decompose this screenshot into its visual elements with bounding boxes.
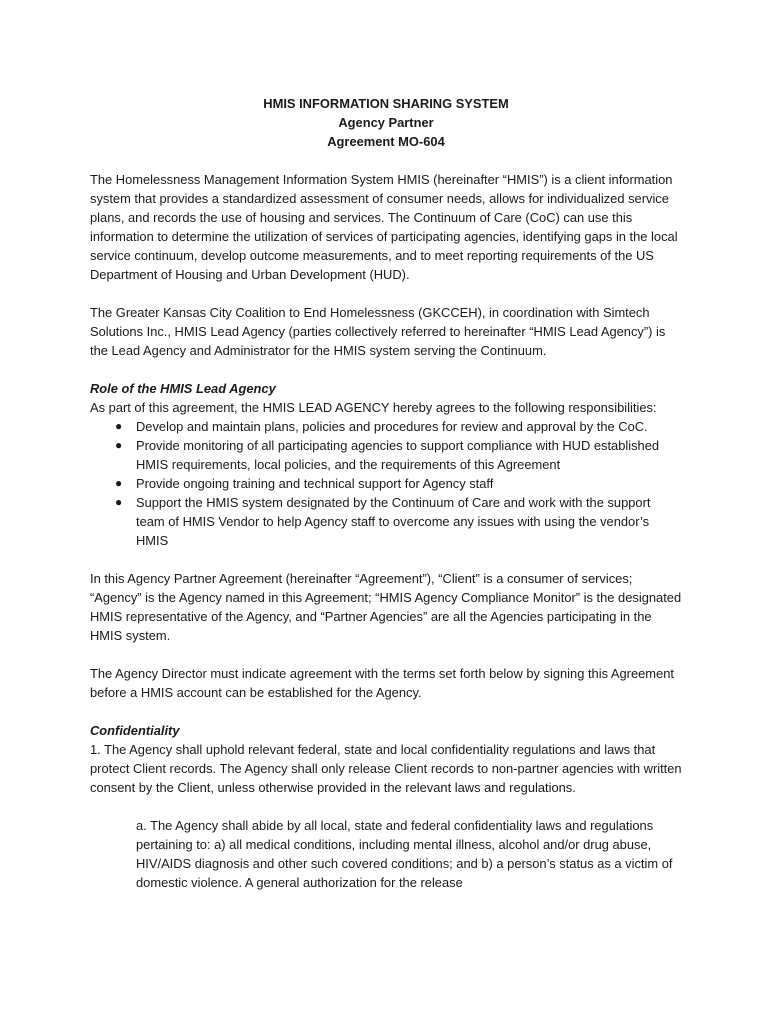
agreement-number: Agreement MO-604 [327,134,445,149]
intro-paragraph-hmis: The Homelessness Management Information System HMIS (hereinafter “HMIS”) is a client information system that provides a standardized assessment of consumer needs, allows for individualized service plans, and records the use of housing and services. The Continuum of Care (CoC) can use this information to determine the utilization of services of participating agencies, identifying gaps in the local service continuum, develop outcome measurements, and to meet reporting requirements of the US Department of Housing and Urban Development (HUD). [90,172,678,282]
list-item-text: Develop and maintain plans, policies and procedures for review and approval by the CoC. [136,419,648,434]
list-item [115,436,682,474]
list-item [115,417,682,436]
intro-paragraph-lead-agency: The Greater Kansas City Coalition to End Homelessness (GKCCEH), in coordination with Simtech Solutions Inc., HMIS Lead Agency (parties collectively referred to hereinafter “HMIS Lead Agency”) is the Lead Agency and Administrator for the HMIS system serving the Continuum. [90,305,666,358]
document-subtitle: Agency Partner [338,115,434,130]
document-title-block [90,94,682,151]
bullet-icon: ● [115,476,123,490]
responsibilities-list [90,417,682,550]
list-item-text: Provide ongoing training and technical support for Agency staff [136,476,494,491]
list-item-text: Support the HMIS system designated by the Continuum of Care and work with the support team of HMIS Vendor to help Agency staff to overcome any issues with using the vendor’s HMIS [136,495,651,548]
role-section-lead-in: As part of this agreement, the HMIS LEAD AGENCY hereby agrees to the following responsibilities: [90,400,657,415]
bullet-icon: ● [115,419,123,433]
confidentiality-heading: Confidentiality [90,723,180,738]
list-item [115,474,682,493]
role-section-heading: Role of the HMIS Lead Agency [90,381,276,396]
confidentiality-item-1a: a. The Agency shall abide by all local, state and federal confidentiality laws and regulations pertaining to: a) all medical conditions, including mental illness, alcohol and/or drug abuse, HIV/AIDS diagnosis and other such covered conditions; and b) a person’s status as a victim of domestic violence. A general authorization for the release [136,818,673,890]
bullet-icon: ● [115,495,123,509]
confidentiality-item-1: 1. The Agency shall uphold relevant federal, state and local confidentiality regulations and laws that protect Client records. The Agency shall only release Client records to non-partner agencies with written consent by the Client, unless otherwise provided in the relevant laws and regulations. [90,742,682,795]
definitions-paragraph: In this Agency Partner Agreement (hereinafter “Agreement”), “Client” is a consumer of services; “Agency” is the Agency named in this Agreement; “HMIS Agency Compliance Monitor” is the designated HMIS representative of the Agency, and “Partner Agencies” are all the Agencies participating in the HMIS system. [90,571,682,643]
list-item-text: Provide monitoring of all participating agencies to support compliance with HUD established HMIS requirements, local policies, and the requirements of this Agreement [136,438,660,472]
bullet-icon: ● [115,438,123,452]
document-title: HMIS INFORMATION SHARING SYSTEM [263,96,509,111]
document-page [90,94,682,892]
director-signature-paragraph: The Agency Director must indicate agreement with the terms set forth below by signing this Agreement before a HMIS account can be established for the Agency. [90,666,674,700]
list-item [115,493,682,550]
